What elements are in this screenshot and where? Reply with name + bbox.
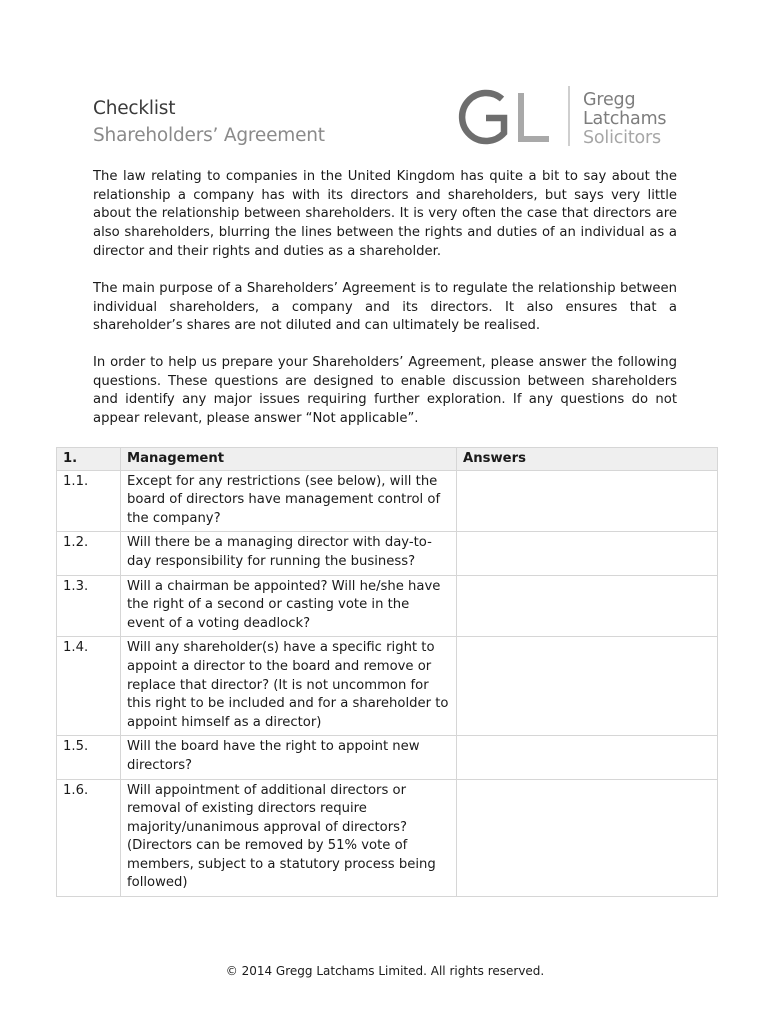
question-number: 1.2. — [57, 532, 121, 575]
answer-cell[interactable] — [457, 637, 718, 736]
instructions-paragraph: In order to help us prepare your Shareholders’ Agreement, please answer the following questions. These questions are designed to enable discussion between shareholders and identify any major issues requiring further exploration. If any questions do not appear relevant, please answer “Not applicable”. — [93, 355, 677, 427]
question-text: Will the board have the right to appoint new directors? — [121, 736, 457, 779]
table-row — [57, 736, 718, 779]
answer-cell[interactable] — [457, 779, 718, 897]
table-header-row — [57, 448, 718, 471]
answer-cell[interactable] — [457, 736, 718, 779]
question-text: Will a chairman be appointed? Will he/she have the right of a second or casting vote in the event of a voting deadlock? — [121, 575, 457, 637]
question-number: 1.1. — [57, 470, 121, 532]
table-row — [57, 779, 718, 897]
copyright-footer: © 2014 Gregg Latchams Limited. All rights reserved. — [225, 964, 545, 978]
section-title: Management — [121, 448, 457, 471]
section-number: 1. — [57, 448, 121, 471]
management-checklist-table — [56, 447, 718, 897]
question-text: Except for any restrictions (see below), will the board of directors have management control of the company? — [121, 470, 457, 532]
logo-text-solicitors: Solicitors — [583, 128, 661, 148]
question-number: 1.6. — [57, 779, 121, 897]
question-number: 1.3. — [57, 575, 121, 637]
page-title: Checklist — [93, 98, 176, 119]
logo-text-gregg: Gregg — [583, 90, 636, 110]
question-text: Will there be a managing director with day-to-day responsibility for running the business? — [121, 532, 457, 575]
answer-cell[interactable] — [457, 575, 718, 637]
question-text: Will appointment of additional directors or removal of existing directors require majority/unanimous approval of directors? (Directors can be removed by 51% vote of members, subject to a statutory process being followed) — [121, 779, 457, 897]
table-row — [57, 532, 718, 575]
question-number: 1.5. — [57, 736, 121, 779]
page-subtitle: Shareholders’ Agreement — [93, 125, 325, 146]
table-row — [57, 470, 718, 532]
purpose-paragraph: The main purpose of a Shareholders’ Agreement is to regulate the relationship between individual shareholders, a company and its directors. It also ensures that a shareholder’s shares are not diluted and can ultimately be realised. — [93, 281, 677, 334]
table-row — [57, 637, 718, 736]
answer-cell[interactable] — [457, 470, 718, 532]
answers-header: Answers — [457, 448, 718, 471]
question-text: Will any shareholder(s) have a specific right to appoint a director to the board and remove or replace that director? (It is not uncommon for this right to be included and for a shareholder to appoint himself as a director) — [121, 637, 457, 736]
table-row — [57, 575, 718, 637]
question-number: 1.4. — [57, 637, 121, 736]
logo-text-latchams: Latchams — [583, 109, 667, 129]
intro-paragraph: The law relating to companies in the United Kingdom has quite a bit to say about the relationship a company has with its directors and shareholders, but says very little about the relationship between shareholders. It is very often the case that directors are also shareholders, blurring the lines between the rights and duties of an individual as a director and their rights and duties as a shareholder. — [93, 169, 677, 259]
answer-cell[interactable] — [457, 532, 718, 575]
